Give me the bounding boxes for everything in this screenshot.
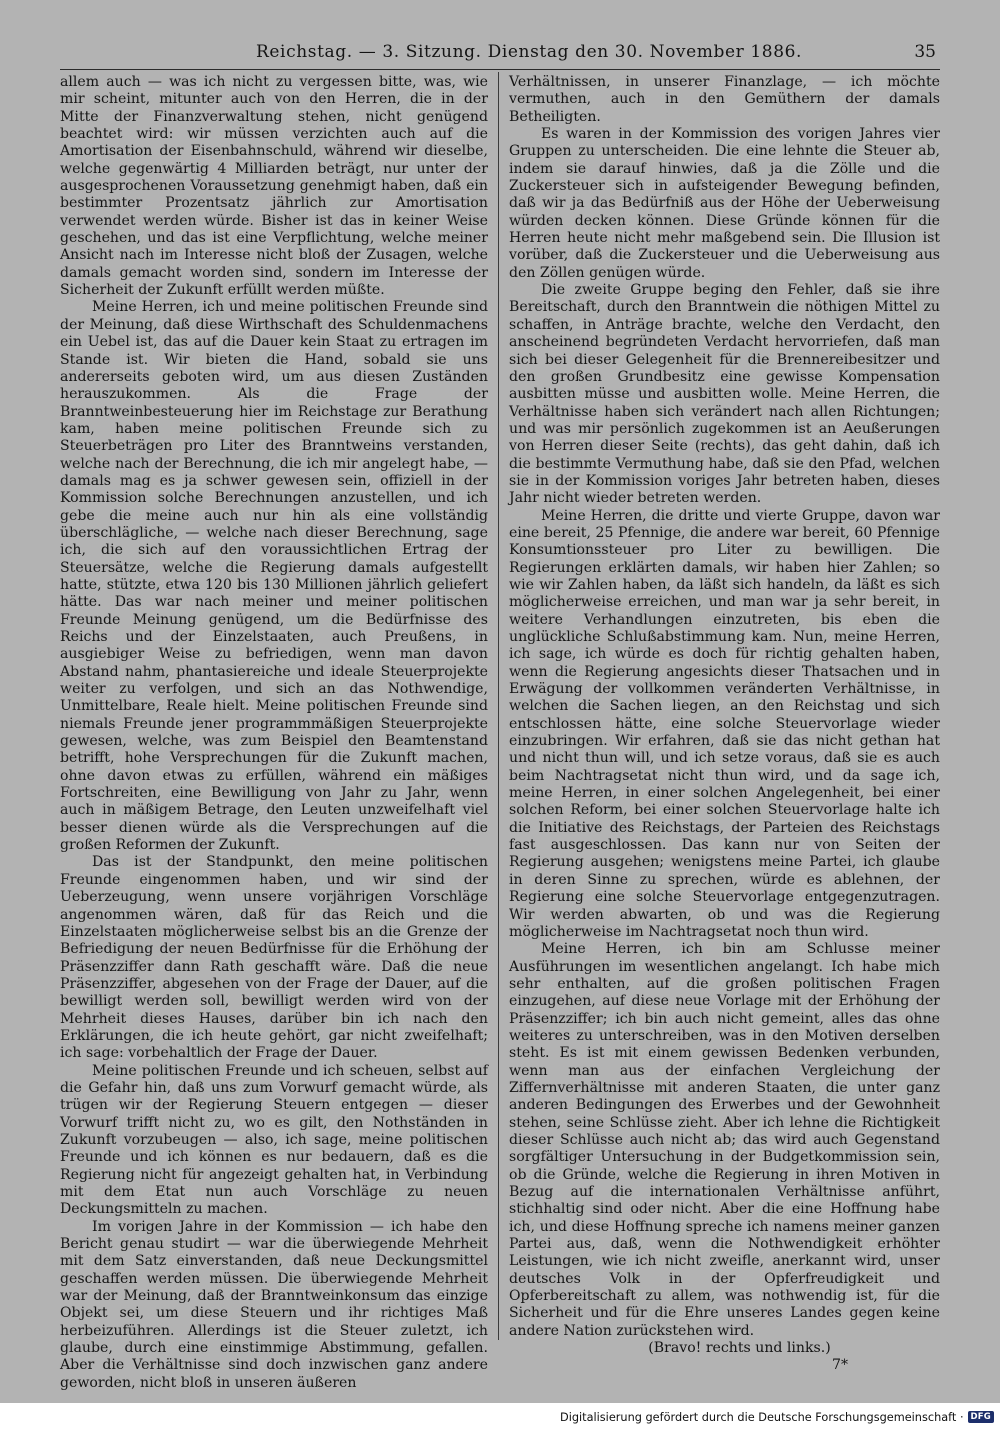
column-divider	[498, 72, 499, 1340]
paragraph: Das ist der Standpunkt, den meine politischen Freunde eingenommen haben, und wir sind der Ueberzeugung, wenn unsere vorjährigen Vorschläge angenommen wären, daß für das Reich und die Einzelstaaten möglicherweise selbst bis an die Grenze der Befriedigung der neuen Bedürfnisse für die Erhöhung der Präsenzziffer dann Rath geschafft wäre. Daß die neue Präsenzziffer, abgesehen von der Frage der Dauer, auf die bewilligt werden soll, bewilligt werden wird von der Mehrheit dieses Hauses, darüber bin ich nach den Erklärungen, die ich heute gehört, gar nicht zweifelhaft; ich sage: vorbehaltlich der Frage der Dauer.	[60, 854, 488, 1062]
page-number: 35	[914, 42, 936, 62]
credit-text: Digitalisierung gefördert durch die Deutsche Forschungsgemeinschaft ·	[560, 1410, 964, 1424]
paragraph: Meine Herren, ich bin am Schlusse meiner Ausführungen im wesentlichen angelangt. Ich habe mich sehr enthalten, auf die großen politischen Fragen einzugehen, auf diese neue Vorlage mit der Erhöhung der Präsenzziffer; ich bin auch nicht gemeint, alles das ohne weiteres zu unterschreiben, was in den Motiven derselben steht. Es ist mit einem gewissen Bedenken verbunden, wenn man aus der einfachen Vergleichung der Ziffernverhältnisse mit anderen Staaten, die unter ganz anderen Bedingungen des Erwerbes und der Gewohnheit stehen, seine Schlüsse zieht. Aber ich lehne die Richtigkeit dieser Schlüsse auch nicht ab; das wird auch Gegenstand sorgfältiger Untersuchung in der Budgetkommission sein, ob die Gründe, welche die Regierung in ihren Motiven in Bezug auf die internationalen Verhältnisse anführt, stichhaltig sind oder nicht. Aber die eine Hoffnung habe ich, und diese Hoffnung spreche ich namens meiner ganzen Partei aus, daß, wenn die Nothwendigkeit erhöhter Leistungen, wie ich nicht zweifle, anerkannt wird, unser deutsches Volk in der Opferfreudigkeit und Opferbereitschaft zu allem, was nothwendig ist, für die Sicherheit und für die Ehre unseres Landes gegen keine andere Nation zurückstehen wird.	[509, 941, 940, 1339]
header-title: Reichstag. — 3. Sitzung. Dienstag den 30. November 1886.	[256, 42, 803, 62]
right-column	[509, 74, 940, 1375]
paragraph: Im vorigen Jahre in der Kommission — ich habe den Bericht genau studirt — war die überwiegende Mehrheit mit dem Satz einverstanden, daß neue Deckungsmittel geschaffen werden müssen. Die überwiegende Mehrheit war der Meinung, daß der Branntweinkonsum das einzige Objekt sei, um diese Steuern und ihr richtiges Maß herbeizuführen. Allerdings ist die Steuer zuletzt, ich glaube, durch eine einstimmige Abstimmung, gefallen. Aber die Verhältnisse sind doch inzwischen ganz andere geworden, nicht bloß in unseren äußeren	[60, 1218, 488, 1391]
paragraph: Meine Herren, ich und meine politischen Freunde sind der Meinung, daß diese Wirthschaft des Schuldenmachens ein Uebel ist, das auf die Dauer kein Staat zu ertragen im Stande ist. Wir bieten die Hand, sobald sie uns andererseits geboten wird, um aus diesen Zuständen herauszukommen. Als die Frage der Branntweinbesteuerung hier im Reichstage zur Berathung kam, haben meine politischen Freunde sich zu Steuerbeträgen pro Liter des Branntweins verstanden, welche nach der Berechnung, die ich mir angelegt habe, — damals mag es ja schwer gewesen sein, offiziell in der Kommission solche Berechnungen anzustellen, und ich gebe die meine auch nur hin als eine vollständig überschlägliche, — welche nach dieser Berechnung, sage ich, die sich auf den voraussichtlichen Ertrag der Steuersätze, welche die Regierung damals aufgestellt hatte, stützte, etwa 120 bis 130 Millionen jährlich geliefert hätte. Das war nach meiner und meiner politischen Freunde Meinung genügend, um die Bedürfnisse des Reichs und der Einzelstaaten, auch Preußens, in ausgiebiger Weise zu befriedigen, wenn man davon Abstand nahm, phantasiereiche und ideale Steuerprojekte weiter zu verfolgen, und sich an das Nothwendige, Unmittelbare, Reale hielt. Meine politischen Freunde sind niemals Freunde jener programmmäßigen Steuerprojekte gewesen, welche, was zum Beispiel den Beamtenstand betrifft, hohe Versprechungen für die Zukunft machen, ohne davon etwas zu erfüllen, während ein mäßiges Fortschreiten, eine Bewilligung von Jahr zu Jahr, wenn auch in mäßigem Betrage, den Leuten unzweifelhaft viel besser dienen würde als die Versprechungen auf die großen Reformen der Zukunft.	[60, 299, 488, 854]
applause-note: (Bravo! rechts und links.)	[648, 1340, 831, 1357]
digitization-credit	[560, 1407, 994, 1427]
paragraph: Meine Herren, die dritte und vierte Gruppe, davon war eine bereit, 25 Pfennige, die andere war bereit, 60 Pfennige Konsumtionssteuer pro Liter zu bewilligen. Die Regierungen erklärten damals, wir haben hier Zahlen; so wie wir Zahlen haben, da läßt sich handeln, da läßt es sich möglicherweise erreichen, und man war ja sehr bereit, in weitere Verhandlungen einzutreten, bis eben die unglückliche Schlußabstimmung kam. Nun, meine Herren, ich sage, ich würde es doch für richtig gehalten haben, wenn die Regierung angesichts dieser Thatsachen und in Erwägung der vollkommen veränderten Verhältnisse, in welchen die Sachen liegen, an den Reichstag und sich entschlossen hätte, eine solche Steuervorlage wieder einzubringen. Wir erfahren, daß sie das nicht gethan hat und nicht thun will, und ich setze voraus, daß sie es auch beim Nachtragsetat nicht thun wird, und da sage ich, meine Herren, in einer solchen Angelegenheit, bei einer solchen Reform, bei einer solchen Steuervorlage halte ich die Initiative des Reichstags, der Parteien des Reichstags fast ausgeschlossen. Das kann nur von Seiten der Regierung ausgehen; wenigstens meine Partei, ich glaube in deren Sinne zu sprechen, würde es ablehnen, der Regierung eine solche Steuervorlage entgegenzutragen. Wir werden abwarten, ob und was die Regierung möglicherweise im Nachtragsetat noch thun wird.	[509, 507, 940, 940]
paragraph: Es waren in der Kommission des vorigen Jahres vier Gruppen zu unterscheiden. Die eine lehnte die Steuer ab, indem sie darauf hinwies, daß ja die Zölle und die Zuckersteuer sich in aufsteigender Bewegung befinden, daß wir ja das Bedürfniß aus der Höhe der Ueberweisung würden decken können. Diese Gründe können für die Herren heute nicht mehr maßgebend sein. Die Illusion ist vorüber, daß die Zuckersteuer und die Ueberweisung aus den Zöllen genügen würde.	[509, 126, 940, 281]
paragraph: Verhältnissen, in unserer Finanzlage, — ich möchte vermuthen, auch in den Gemüthern der damals Betheiligten.	[509, 74, 940, 125]
left-column	[60, 74, 488, 1392]
dfg-logo: DFG	[968, 1411, 994, 1423]
running-header	[60, 42, 940, 68]
sheet-signature: 7*	[831, 1357, 848, 1374]
paragraph: allem auch — was ich nicht zu vergessen bitte, was, wie mir scheint, mitunter auch von den Herren, die in der Mitte der Finanzverwaltung stehen, nicht genügend beachtet wird: wir müssen verzichten auch auf die Amortisation der Eisenbahnschuld, während wir dieselbe, welche gegenwärtig 4 Milliarden beträgt, nur unter der ausgesprochenen Voraussetzung genehmigt haben, daß ein bestimmter Prozentsatz jährlich zur Amortisation verwendet werden würde. Bisher ist das in keiner Weise geschehen, und das ist eine Verpflichtung, welche meiner Ansicht nach im Interesse nicht bloß der Zusagen, welche damals gemacht worden sind, sondern im Interesse der Sicherheit der Zukunft erfüllt werden müßte.	[60, 74, 488, 299]
paragraph: Meine politischen Freunde und ich scheuen, selbst auf die Gefahr hin, daß uns zum Vorwurf gemacht würde, als trügen wir der Regierung Steuern entgegen — dieser Vorwurf trifft nicht zu, wo es gilt, den Nothständen in Zukunft vorzubeugen — also, ich sage, meine politischen Freunde und ich können es nur bedauern, daß es die Regierung nicht für angezeigt gehalten hat, in Verbindung mit dem Etat nun auch Vorschläge zu neuen Deckungsmitteln zu machen.	[60, 1062, 488, 1218]
paragraph: Die zweite Gruppe beging den Fehler, daß sie ihre Bereitschaft, durch den Branntwein die nöthigen Mittel zu schaffen, in Anträge brachte, welche den Verdacht, den anscheinend begründeten Verdacht hervorriefen, daß man sich bei dieser Gelegenheit für die Brennereibesitzer und den großen Grundbesitz eine gewisse Kompensation ausbitten müsse und ausbitten wolle. Meine Herren, die Verhältnisse haben sich verändert nach allen Richtungen; und was mir persönlich zugekommen ist an Aeußerungen von Herren dieser Seite (rechts), das geht dahin, daß ich die bestimmte Vermuthung habe, daß sie den Pfad, welchen sie in der Kommission voriges Jahr betreten haben, dieses Jahr nicht wieder betreten werden.	[509, 282, 940, 507]
header-rule	[60, 69, 940, 70]
